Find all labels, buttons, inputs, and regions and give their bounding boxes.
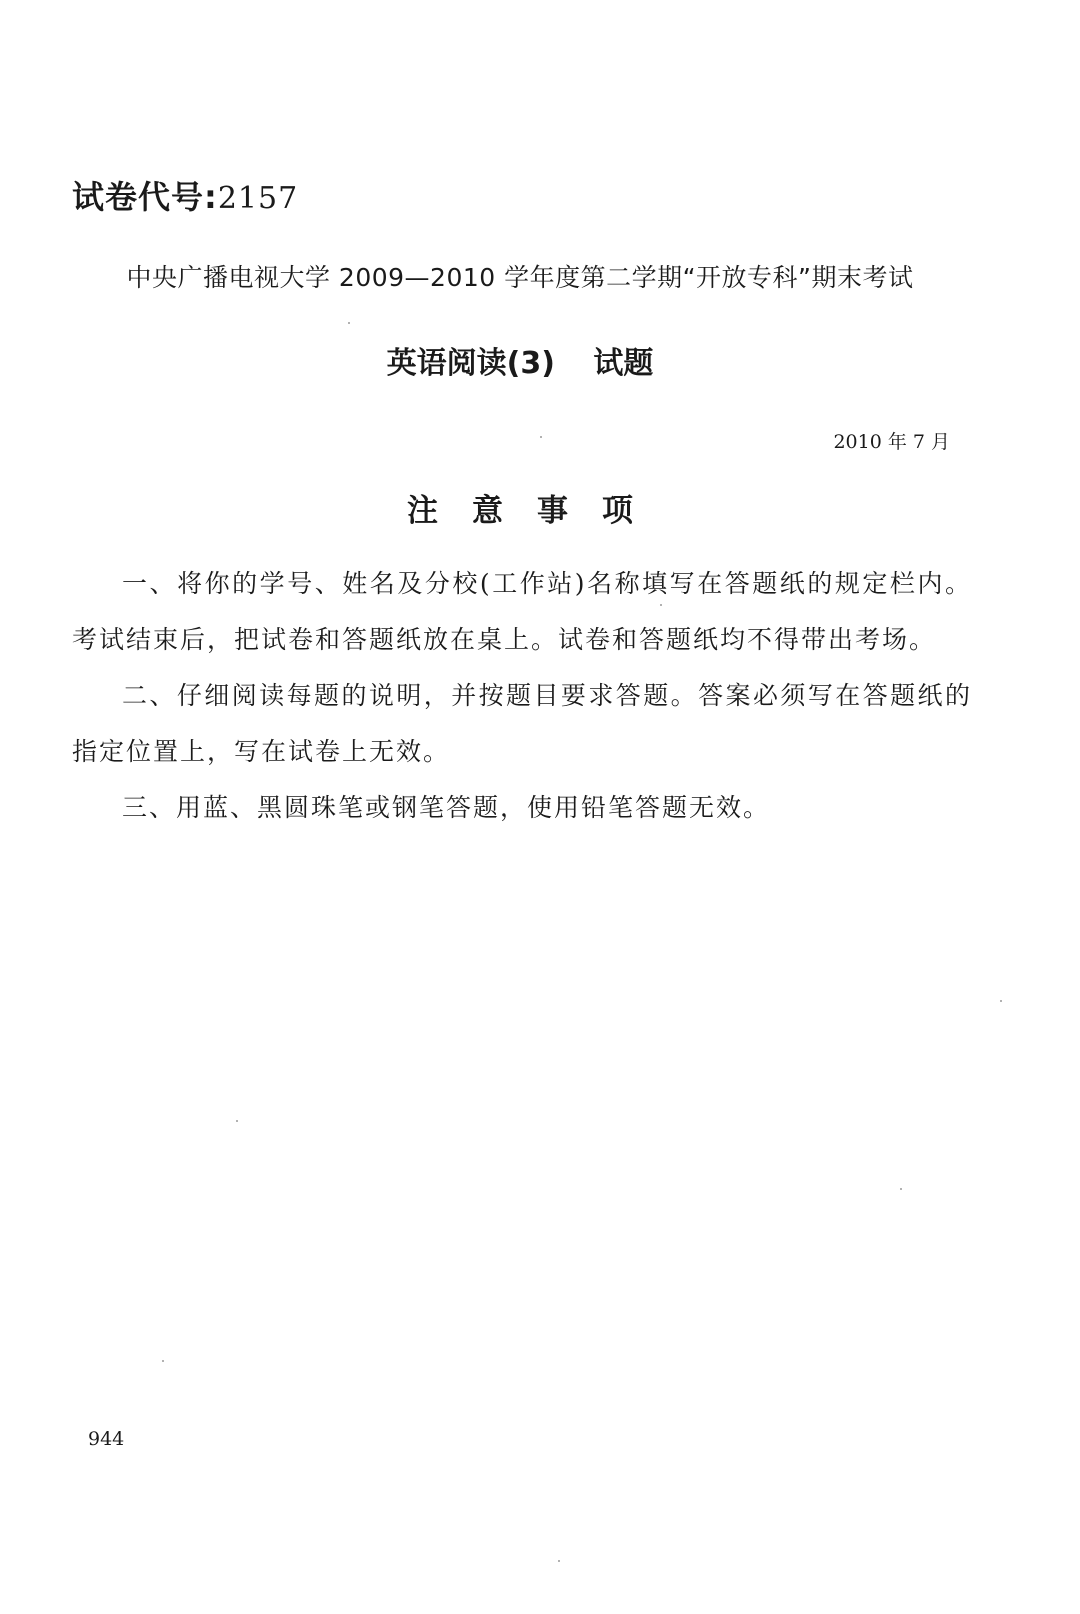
exam-date: 2010 年 7 月 <box>833 431 950 453</box>
notice-list <box>72 556 972 836</box>
exam-title: 中央广播电视大学 2009—2010 学年度第二学期“开放专科”期末考试 <box>126 263 914 292</box>
notice-item: 一、将你的学号、姓名及分校(工作站)名称填写在答题纸的规定栏内。考试结束后，把试卷和答题纸放在桌上。试卷和答题纸均不得带出考场。 <box>72 569 972 654</box>
scan-speck <box>900 1188 902 1190</box>
scan-speck <box>348 322 350 324</box>
scan-speck <box>162 1360 164 1362</box>
notice-heading: 注意事项 <box>407 493 667 529</box>
notice-item: 二、仔细阅读每题的说明，并按题目要求答题。答案必须写在答题纸的指定位置上，写在试卷上无效。 <box>72 681 972 766</box>
scan-speck <box>660 604 662 606</box>
scan-speck <box>1000 1000 1002 1002</box>
exam-code-number: 2157 <box>217 181 299 216</box>
scan-speck <box>540 436 542 438</box>
exam-code <box>72 172 298 218</box>
exam-code-label: 试卷代号: <box>72 178 218 216</box>
subject-title: 英语阅读(3) 试题 <box>386 346 654 381</box>
scan-speck <box>558 1560 560 1562</box>
notice-item: 三、用蓝、黑圆珠笔或钢笔答题，使用铅笔答题无效。 <box>122 793 771 822</box>
page-number: 944 <box>88 1428 125 1450</box>
scan-speck <box>236 1120 238 1122</box>
